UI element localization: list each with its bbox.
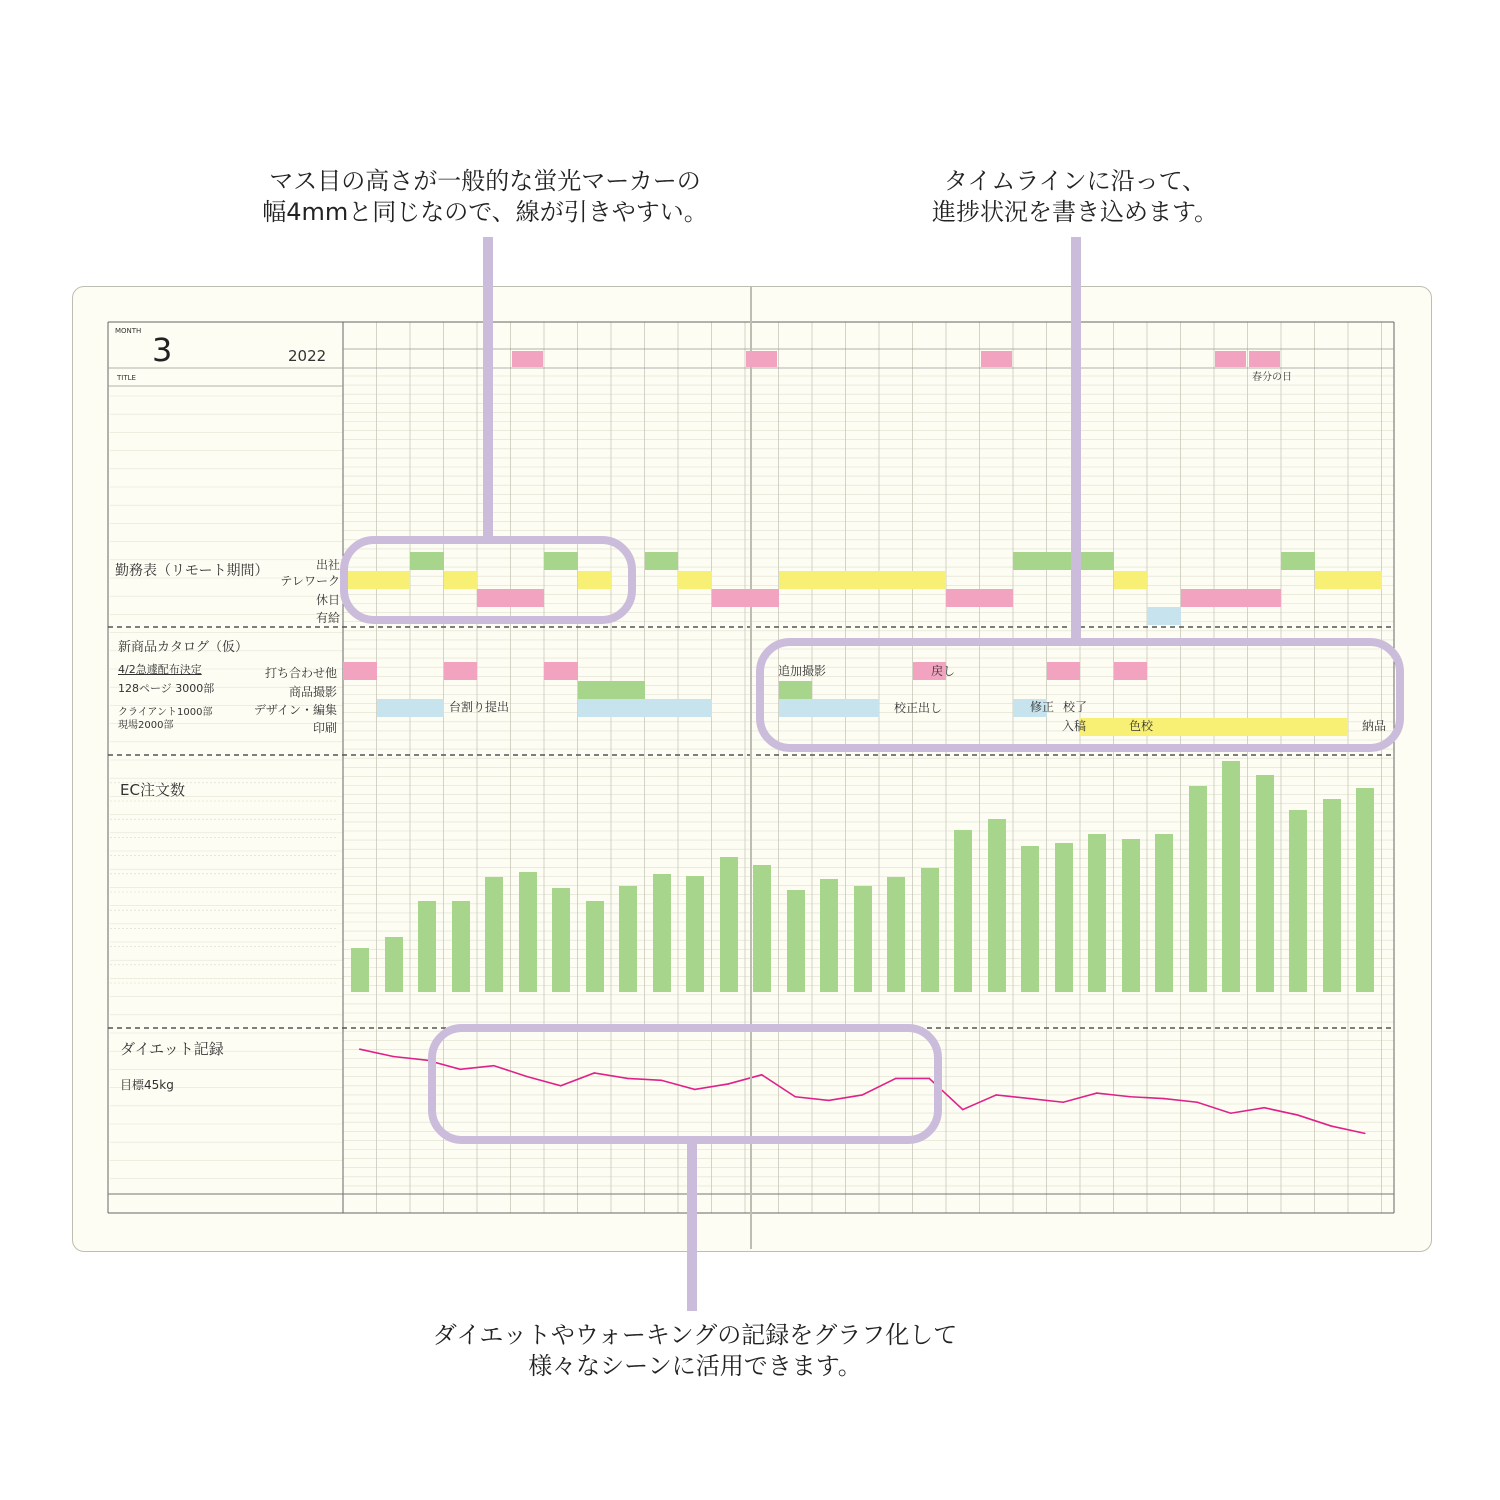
holiday-cell — [1214, 589, 1248, 607]
ec-bar — [586, 901, 604, 992]
catalog-row-design: デザイン・編集 — [253, 703, 337, 717]
annot-daiwari: 台割り提出 — [449, 700, 510, 714]
design-cell — [410, 699, 444, 717]
ec-bar — [653, 874, 671, 992]
telework-cell — [779, 571, 813, 589]
callout-top-left-line2: 幅4mmと同じなので、線が引きやすい。 — [262, 198, 708, 226]
annot-shusei: 修正 — [1030, 700, 1055, 714]
weekday-highlight — [1249, 351, 1280, 367]
callout-bottom-line2: 様々なシーンに活用できます。 — [528, 1352, 862, 1380]
ec-bar — [921, 868, 939, 992]
ec-bar — [452, 901, 470, 992]
holiday-note: 春分の日 — [1252, 372, 1292, 383]
annot-nouhin: 納品 — [1362, 719, 1387, 733]
catalog-note-4: 現場2000部 — [118, 720, 174, 731]
ec-bar — [1155, 834, 1173, 992]
ec-bar — [1289, 810, 1307, 992]
holiday-cell — [712, 589, 746, 607]
ec-bar — [820, 879, 838, 992]
ec-bar — [753, 865, 771, 992]
ec-bar — [1122, 839, 1140, 992]
holiday-cell — [946, 589, 980, 607]
annot-koryo: 校了 — [1063, 700, 1088, 714]
ec-bar — [787, 890, 805, 992]
ec-bar — [1021, 846, 1039, 992]
diet-chart-subtitle: 目標45kg — [120, 1078, 174, 1092]
design-cell — [645, 699, 679, 717]
callout-top-left-line1: マス目の高さが一般的な蛍光マーカーの — [269, 167, 701, 195]
photo-cell — [578, 681, 612, 699]
telework-cell — [812, 571, 846, 589]
ec-bar — [619, 886, 637, 992]
design-cell — [611, 699, 645, 717]
month-caption: MONTH — [115, 327, 142, 335]
callout-bottom-line1: ダイエットやウォーキングの記録をグラフ化して — [432, 1321, 958, 1349]
annot-nyuko: 入稿 — [1062, 719, 1087, 733]
meeting-cell — [343, 662, 377, 680]
stem-bottom — [687, 1141, 697, 1311]
catalog-note-1: 4/2急遽配布決定 — [118, 663, 202, 676]
telework-cell — [678, 571, 712, 589]
work-row-holiday: 休日 — [315, 593, 340, 607]
catalog-row-meeting: 打ち合わせ他 — [264, 666, 337, 680]
ec-bar — [988, 819, 1006, 992]
meeting-cell — [444, 662, 478, 680]
work-row-paid-leave: 有給 — [315, 611, 340, 625]
ec-bar — [351, 948, 369, 992]
holiday-cell — [1248, 589, 1282, 607]
weekday-highlight — [981, 351, 1012, 367]
catalog-row-photo: 商品撮影 — [288, 685, 337, 699]
weekday-highlight — [1215, 351, 1246, 367]
ec-bar — [485, 877, 503, 992]
ec-bar — [1256, 775, 1274, 992]
catalog-note-3: クライアント1000部 — [118, 707, 213, 718]
ec-bar — [1222, 761, 1240, 992]
office-cell — [1080, 552, 1114, 570]
ec-bar — [552, 888, 570, 992]
office-cell — [1013, 552, 1047, 570]
work-row-office: 出社 — [315, 558, 340, 572]
month-number: 3 — [152, 331, 173, 369]
telework-cell — [1315, 571, 1349, 589]
work-section-title: 勤務表（リモート期間） — [115, 563, 269, 579]
ec-bar — [954, 830, 972, 992]
holiday-cell — [1181, 589, 1215, 607]
work-row-telework: テレワーク — [280, 574, 340, 588]
ec-chart-title: EC注文数 — [120, 781, 185, 799]
telework-cell — [879, 571, 913, 589]
photo-cell — [611, 681, 645, 699]
stem-top-right — [1071, 237, 1081, 641]
telework-cell — [1348, 571, 1382, 589]
weekday-highlight — [512, 351, 543, 367]
office-cell — [645, 552, 679, 570]
ec-bar — [854, 886, 872, 992]
telework-cell — [846, 571, 880, 589]
holiday-cell — [980, 589, 1014, 607]
title-caption: TITLE — [117, 374, 136, 382]
ec-bar — [385, 937, 403, 992]
telework-cell — [1114, 571, 1148, 589]
ec-bar — [1088, 834, 1106, 992]
ec-bar — [1189, 786, 1207, 992]
ec-bar — [1055, 843, 1073, 992]
callout-top-right-line2: 進捗状況を書き込めます。 — [931, 198, 1219, 226]
diet-chart-title: ダイエット記録 — [120, 1040, 224, 1058]
telework-cell — [913, 571, 947, 589]
design-cell — [377, 699, 411, 717]
catalog-row-print: 印刷 — [312, 721, 337, 735]
design-cell — [578, 699, 612, 717]
catalog-note-2: 128ページ 3000部 — [118, 682, 215, 695]
annot-modoshi: 戻し — [931, 664, 956, 678]
ec-bar — [686, 876, 704, 992]
design-cell — [678, 699, 712, 717]
ec-bar — [519, 872, 537, 992]
catalog-section-title: 新商品カタログ（仮） — [118, 640, 249, 655]
year: 2022 — [288, 347, 327, 365]
meeting-cell — [544, 662, 578, 680]
ec-bar — [418, 901, 436, 992]
annot-tsuika: 追加撮影 — [778, 664, 827, 678]
weekday-highlight — [746, 351, 777, 367]
holiday-cell — [745, 589, 779, 607]
office-cell — [1281, 552, 1315, 570]
callout-top-right-line1: タイムラインに沿って、 — [943, 167, 1207, 195]
highlight-timeline — [756, 638, 1404, 752]
ec-bar — [1323, 799, 1341, 992]
ec-bar — [720, 857, 738, 992]
paid-leave-cell — [1147, 607, 1181, 625]
stem-top-left — [483, 237, 493, 539]
ec-bar — [1356, 788, 1374, 992]
annot-kousei: 校正出し — [894, 701, 943, 715]
highlight-diet — [428, 1024, 942, 1144]
annot-ikou: 色校 — [1129, 719, 1154, 733]
ec-bar — [887, 877, 905, 992]
highlight-work-rows — [340, 536, 636, 624]
